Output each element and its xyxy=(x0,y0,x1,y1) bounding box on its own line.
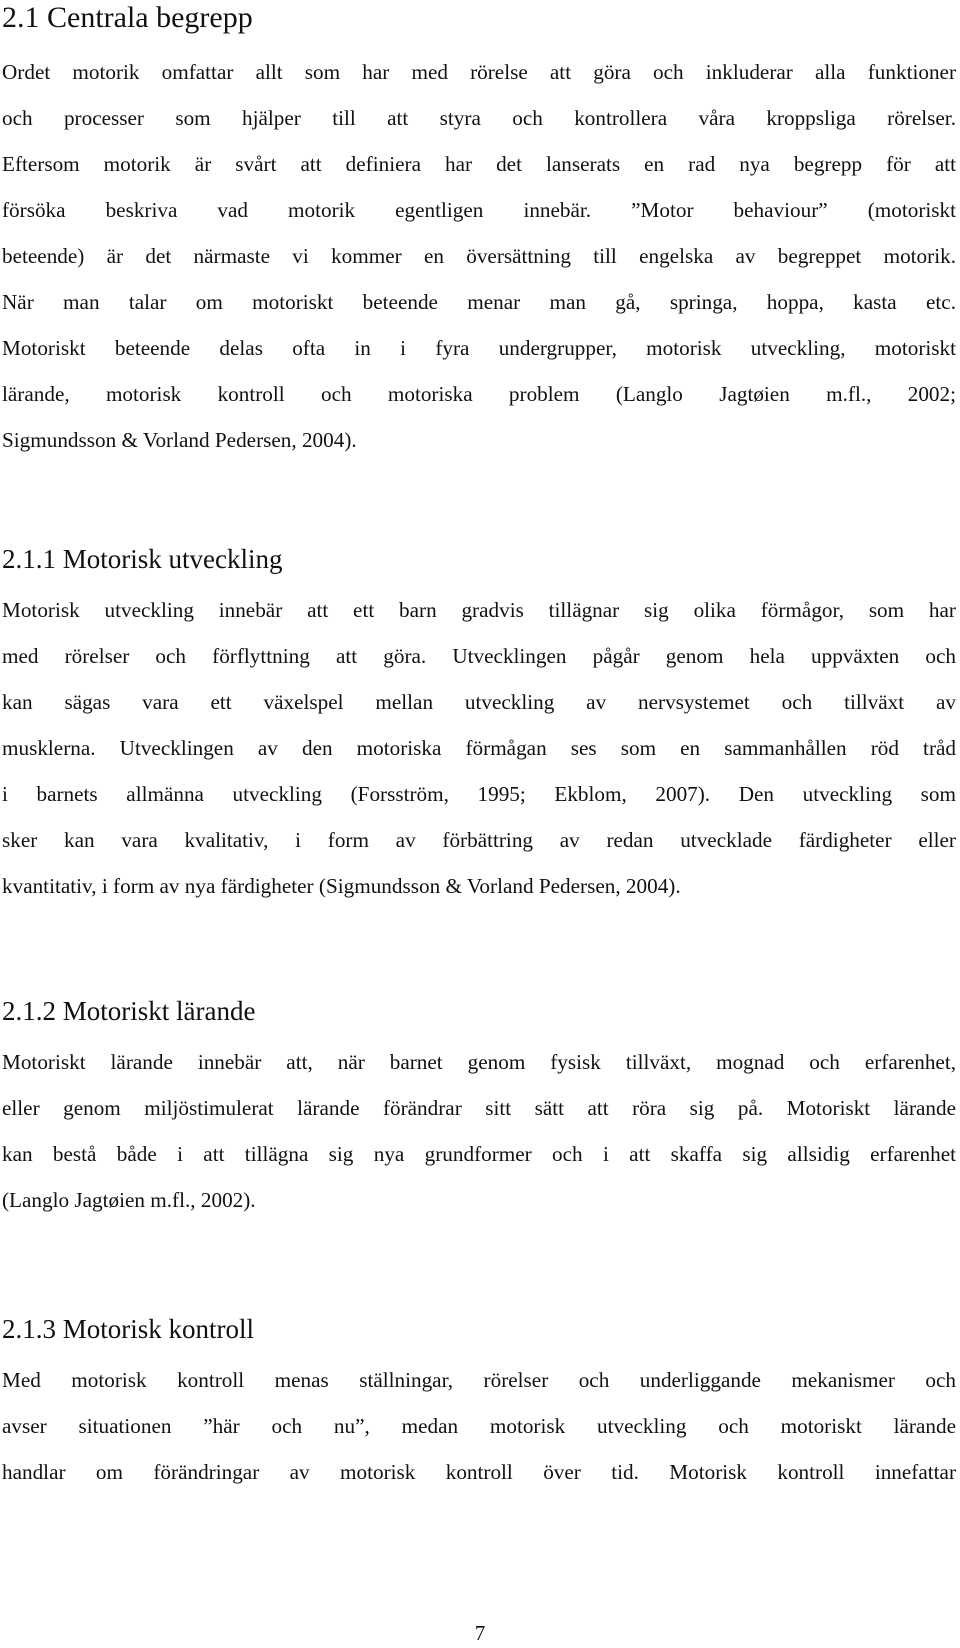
text-line: Eftersom motorik är svårt att definiera har det lanserats en rad nya begrepp för att xyxy=(2,152,956,176)
text-line: kan bestå både i att tillägna sig nya grundformer och i att skaffa sig allsidig erfarenhet xyxy=(2,1142,956,1166)
section-paragraph xyxy=(2,49,956,463)
text-line: (Langlo Jagtøien m.fl., 2002). xyxy=(2,1188,256,1212)
subsection-paragraph-motoriskt-larande xyxy=(2,1039,956,1223)
text-line: Sigmundsson & Vorland Pedersen, 2004). xyxy=(2,428,357,452)
subsection-heading-motorisk-utveckling: 2.1.1 Motorisk utveckling xyxy=(2,544,283,574)
text-line: kvantitativ, i form av nya färdigheter (Sigmundsson & Vorland Pedersen, 2004). xyxy=(2,874,681,898)
text-line: musklerna. Utvecklingen av den motoriska förmågan ses som en sammanhållen röd tråd xyxy=(2,736,956,760)
text-line: med rörelser och förflyttning att göra. Utvecklingen pågår genom hela uppväxten och xyxy=(2,644,956,668)
subsection-paragraph-motorisk-utveckling xyxy=(2,587,956,909)
text-line: avser situationen ”här och nu”, medan motorisk utveckling och motoriskt lärande xyxy=(2,1414,956,1438)
text-line: eller genom miljöstimulerat lärande förändrar sitt sätt att röra sig på. Motoriskt lärande xyxy=(2,1096,956,1120)
text-line: Ordet motorik omfattar allt som har med rörelse att göra och inkluderar alla funktioner xyxy=(2,60,956,84)
text-line: i barnets allmänna utveckling (Forsström, 1995; Ekblom, 2007). Den utveckling som xyxy=(2,782,956,806)
text-line: och processer som hjälper till att styra och kontrollera våra kroppsliga rörelser. xyxy=(2,106,956,130)
text-line: När man talar om motoriskt beteende menar man gå, springa, hoppa, kasta etc. xyxy=(2,290,956,314)
text-line: sker kan vara kvalitativ, i form av förbättring av redan utvecklade färdigheter eller xyxy=(2,828,956,852)
text-line: kan sägas vara ett växelspel mellan utveckling av nervsystemet och tillväxt av xyxy=(2,690,956,714)
text-line: lärande, motorisk kontroll och motoriska problem (Langlo Jagtøien m.fl., 2002; xyxy=(2,382,956,406)
text-line: försöka beskriva vad motorik egentligen innebär. ”Motor behaviour” (motoriskt xyxy=(2,198,956,222)
text-line: Motoriskt lärande innebär att, när barnet genom fysisk tillväxt, mognad och erfarenhet, xyxy=(2,1050,956,1074)
section-heading: 2.1 Centrala begrepp xyxy=(2,1,253,34)
text-line: Motoriskt beteende delas ofta in i fyra undergrupper, motorisk utveckling, motoriskt xyxy=(2,336,956,360)
subsection-paragraph-motorisk-kontroll xyxy=(2,1357,956,1495)
subsection-heading-motoriskt-larande: 2.1.2 Motoriskt lärande xyxy=(2,996,256,1026)
page-number: 7 xyxy=(474,1621,486,1645)
text-line: handlar om förändringar av motorisk kontroll över tid. Motorisk kontroll innefattar xyxy=(2,1460,956,1484)
text-line: Med motorisk kontroll menas ställningar, rörelser och underliggande mekanismer och xyxy=(2,1368,956,1392)
text-line: Motorisk utveckling innebär att ett barn gradvis tillägnar sig olika förmågor, som har xyxy=(2,598,956,622)
subsection-heading-motorisk-kontroll: 2.1.3 Motorisk kontroll xyxy=(2,1314,255,1344)
text-line: beteende) är det närmaste vi kommer en översättning till engelska av begreppet motorik. xyxy=(2,244,956,268)
